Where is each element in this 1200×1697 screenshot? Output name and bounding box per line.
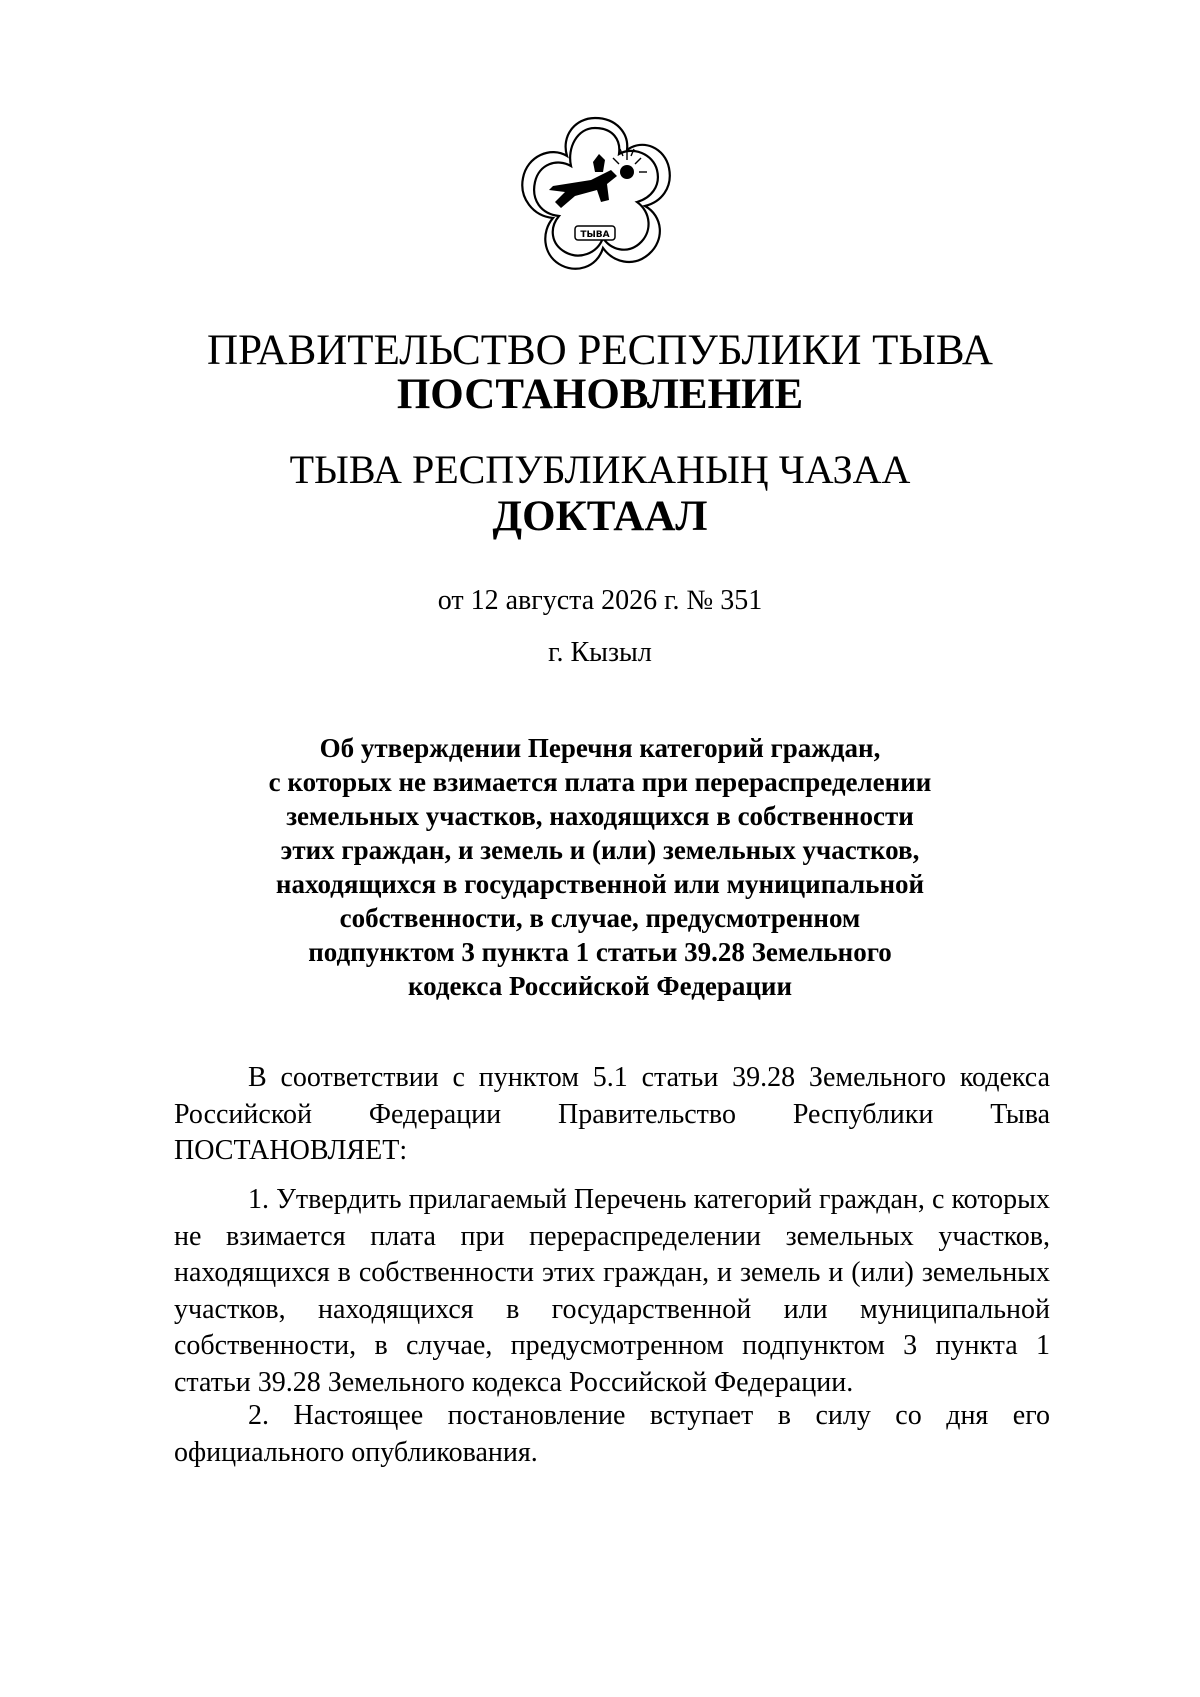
title-line: с которых не взимается плата при перераспределении bbox=[268, 767, 932, 797]
government-name-tv: ТЫВА РЕСПУБЛИКАНЫҢ ЧАЗАА bbox=[289, 447, 911, 492]
title-line: собственности, в случае, предусмотренном bbox=[339, 903, 861, 933]
tuva-coat-of-arms-icon bbox=[513, 112, 677, 276]
title-line: подпунктом 3 пункта 1 статьи 39.28 Земельного bbox=[308, 937, 892, 967]
item-1-paragraph bbox=[174, 1182, 1050, 1401]
item-2-text: 2. Настоящее постановление вступает в силу со дня его официального опубликования. bbox=[174, 1400, 1050, 1468]
title-line: кодекса Российской Федерации bbox=[407, 971, 793, 1001]
document-type-ru: ПОСТАНОВЛЕНИЕ bbox=[396, 371, 804, 418]
emblem-motto: ТЫВА bbox=[580, 230, 610, 240]
preamble-text: В соответствии с пунктом 5.1 статьи 39.28 Земельного кодекса Российской Федерации Правительство Республики Тыва ПОСТАНОВЛЯЕТ: bbox=[174, 1062, 1050, 1166]
date-and-number: от 12 августа 2026 г. № 351 bbox=[437, 585, 763, 616]
document-title bbox=[0, 731, 1200, 1003]
title-line: этих граждан, и земель и (или) земельных участков, bbox=[280, 835, 920, 865]
item-1-text: 1. Утвердить прилагаемый Перечень категорий граждан, с которых не взимается плата при перераспределении земельных участков, находящихся в собственности этих граждан, и земель и (или) земельных участков, находящихся в государственной или муниципальной собственности, в случае, предусмотренном подпунктом 3 пункта 1 статьи 39.28 Земельного кодекса Российской Федерации. bbox=[174, 1184, 1050, 1398]
title-line: земельных участков, находящихся в собственности bbox=[286, 801, 914, 831]
title-line: Об утверждении Перечня категорий граждан, bbox=[319, 733, 881, 763]
title-line: находящихся в государственной или муниципальной bbox=[275, 869, 925, 899]
preamble-paragraph bbox=[174, 1060, 1050, 1170]
government-name-ru: ПРАВИТЕЛЬСТВО РЕСПУБЛИКИ ТЫВА bbox=[207, 327, 993, 374]
item-2-paragraph bbox=[174, 1398, 1050, 1471]
document-type-tv: ДОКТААЛ bbox=[492, 493, 708, 540]
city: г. Кызыл bbox=[548, 637, 652, 668]
